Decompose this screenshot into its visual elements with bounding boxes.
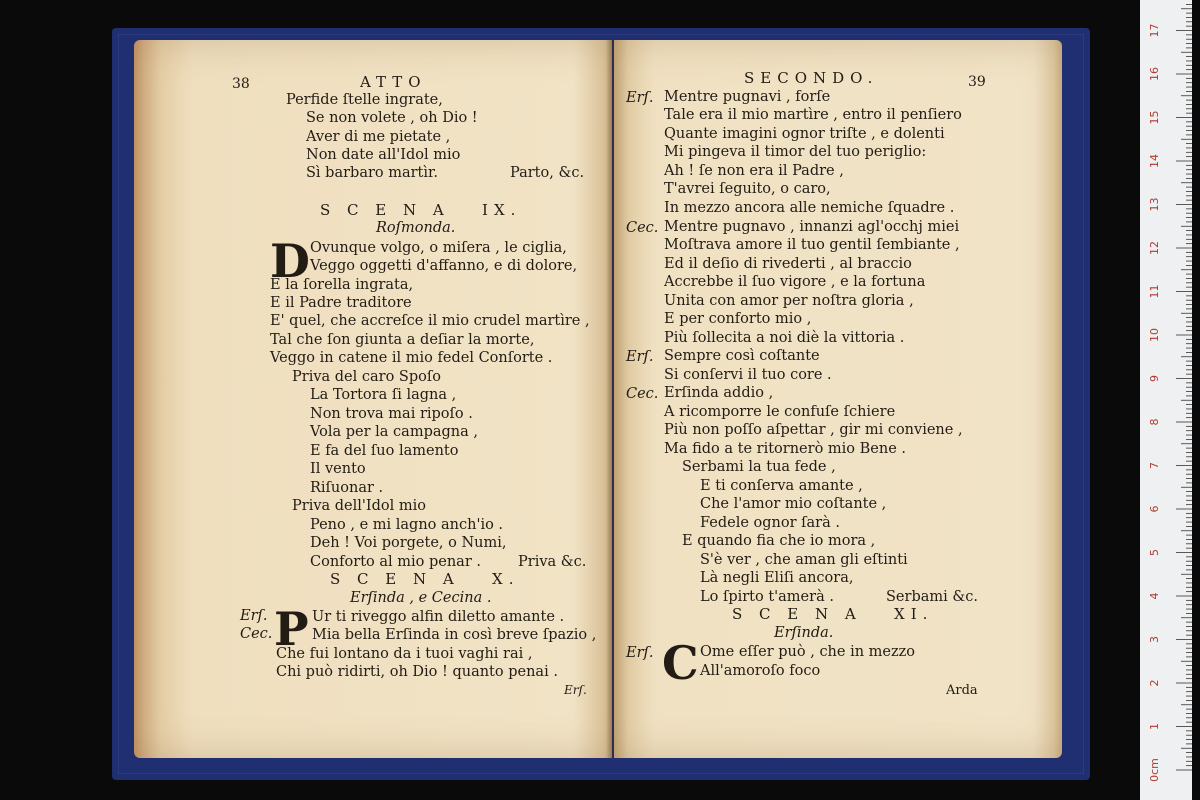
verse-line: Aver di me pietate , bbox=[306, 129, 451, 145]
ruler-label: 4 bbox=[1148, 592, 1161, 600]
verse-line: Perfide ſtelle ingrate, bbox=[286, 92, 443, 108]
verse-line: Ur ti riveggo alfin diletto amante . bbox=[312, 609, 565, 625]
verse-line: E per conforto mio , bbox=[664, 311, 812, 327]
verse-line: Deh ! Voi porgete, o Numi, bbox=[310, 535, 507, 551]
left-page bbox=[134, 40, 612, 758]
speaker-label: Cec. bbox=[626, 386, 659, 402]
ruler-label: 9 bbox=[1148, 375, 1161, 382]
verse-line: Ovunque volgo, o miſera , le ciglia, bbox=[310, 240, 567, 256]
running-head: ATTO bbox=[360, 73, 427, 91]
verse-line: E la ſorella ingrata, bbox=[270, 277, 414, 293]
verse-line: Riſuonar . bbox=[310, 480, 384, 496]
verse-line: Erſinda addio , bbox=[664, 385, 774, 401]
speaker-label: Erſ. bbox=[626, 645, 654, 661]
scene-heading: S C E N A X. bbox=[330, 570, 520, 588]
ruler-label: 15 bbox=[1148, 110, 1161, 125]
ruler-scale bbox=[1140, 0, 1192, 800]
verse-line: E quando fia che io mora , bbox=[682, 533, 876, 549]
page-number: 38 bbox=[232, 76, 250, 92]
speaker-label: Erſ. bbox=[240, 608, 268, 624]
catchword: Erſ. bbox=[564, 683, 587, 697]
verse-line: Non date all'Idol mio bbox=[306, 147, 461, 163]
ruler-label: 6 bbox=[1148, 505, 1161, 513]
verse-line: Là negli Eliſi ancora, bbox=[700, 570, 854, 586]
verse-line: Unita con amor per noſtra gloria , bbox=[664, 293, 914, 309]
cue: Serbami &c. bbox=[886, 589, 979, 605]
ruler-label: 5 bbox=[1148, 549, 1161, 556]
scene-heading: S C E N A IX. bbox=[320, 201, 522, 219]
right-page bbox=[614, 40, 1062, 758]
speaker-label: Cec. bbox=[240, 626, 273, 642]
verse-line: Priva del caro Spoſo bbox=[292, 369, 441, 385]
speaker-label: Erſ. bbox=[626, 90, 654, 106]
verse-line: E il Padre traditore bbox=[270, 295, 412, 311]
verse-line: A ricomporre le confuſe ſchiere bbox=[664, 404, 896, 420]
verse-line: Chi può ridirti, oh Dio ! quanto penai . bbox=[276, 664, 558, 680]
verse-line: Mi pingeva il timor del tuo periglio: bbox=[664, 144, 927, 160]
verse-line: Priva dell'Idol mio bbox=[292, 498, 426, 514]
verse-line: Ah ! ſe non era il Padre , bbox=[664, 163, 844, 179]
verse-line: T'avrei ſeguito, o caro, bbox=[664, 181, 831, 197]
verse-line: Mentre pugnavi , forſe bbox=[664, 89, 831, 105]
verse-line: Si conſervi il tuo core . bbox=[664, 367, 832, 383]
ruler-label: 1 bbox=[1148, 723, 1161, 730]
verse-line: Quante imagini ognor triſte , e dolenti bbox=[664, 126, 945, 142]
verse-line: E fa del ſuo lamento bbox=[310, 443, 459, 459]
verse-line: Che fui lontano da i tuoi vaghi rai , bbox=[276, 646, 533, 662]
catchword: Arda bbox=[946, 683, 978, 698]
ruler-label: 7 bbox=[1148, 462, 1161, 469]
verse-line: Veggo in catene il mio fedel Conſorte . bbox=[270, 350, 553, 366]
verse-line: Sempre così coſtante bbox=[664, 348, 820, 364]
speaker-label: Erſ. bbox=[626, 349, 654, 365]
verse-line: Veggo oggetti d'affanno, e di dolore, bbox=[310, 258, 578, 274]
verse-line: S'è ver , che aman gli eſtinti bbox=[700, 552, 908, 568]
verse-line: Ma fido a te ritornerò mio Bene . bbox=[664, 441, 907, 457]
verse-line: E ti conſerva amante , bbox=[700, 478, 863, 494]
verse-line: In mezzo ancora alle nemiche ſquadre . bbox=[664, 200, 955, 216]
ruler-label: 14 bbox=[1148, 154, 1161, 168]
speaker-label: Cec. bbox=[626, 220, 659, 236]
verse-line: Se non volete , oh Dio ! bbox=[306, 110, 478, 126]
verse-line: La Tortora ſi lagna , bbox=[310, 387, 457, 403]
verse-line: Più non poſſo aſpettar , gir mi conviene , bbox=[664, 422, 963, 438]
verse-line: E' quel, che accreſce il mio crudel martìre , bbox=[270, 313, 590, 329]
drop-cap: C bbox=[662, 636, 699, 690]
ruler-label: 2 bbox=[1148, 679, 1161, 687]
verse-line: Tal che ſon giunta a deſiar la morte, bbox=[270, 332, 535, 348]
verse-line: Vola per la campagna , bbox=[310, 424, 478, 440]
ruler-label: 11 bbox=[1148, 284, 1161, 299]
verse-line: Moſtrava amore il tuo gentil ſembiante , bbox=[664, 237, 960, 253]
verse-line: Ome eſſer può , che in mezzo bbox=[700, 644, 916, 660]
verse-line: Tale era il mio martìre , entro il penſiero bbox=[664, 107, 962, 123]
verse-line: Lo ſpirto t'amerà . bbox=[700, 589, 834, 605]
ruler-label: 16 bbox=[1148, 67, 1161, 81]
verse-line: Ed il deſio di rivederti , al braccio bbox=[664, 256, 912, 272]
character-name: Roſmonda. bbox=[376, 220, 456, 236]
character-name: Erſinda. bbox=[774, 625, 834, 641]
verse-line: Conforto al mio penar . bbox=[310, 554, 481, 570]
verse-line: Accrebbe il ſuo vigore , e la fortuna bbox=[664, 274, 926, 290]
ruler-label: 8 bbox=[1148, 418, 1161, 426]
page-number: 39 bbox=[968, 74, 986, 90]
verse-line: Mentre pugnavo , innanzi agl'occhj miei bbox=[664, 219, 960, 235]
verse-line: Più ſollecita a noi diè la vittoria . bbox=[664, 330, 905, 346]
verse-line: All'amoroſo foco bbox=[700, 663, 821, 679]
verse-line: Mia bella Erſinda in così breve ſpazio , bbox=[312, 627, 597, 643]
ruler-label: 12 bbox=[1148, 241, 1161, 255]
verse-line: Che l'amor mio coſtante , bbox=[700, 496, 887, 512]
cue: Priva &c. bbox=[518, 554, 587, 570]
ruler-label: 17 bbox=[1148, 23, 1161, 38]
verse-line: Serbami la tua fede , bbox=[682, 459, 836, 475]
scene-heading: S C E N A XI. bbox=[732, 605, 934, 623]
ruler-label: 13 bbox=[1148, 197, 1161, 212]
running-head: SECONDO. bbox=[744, 69, 879, 87]
verse-line: Il vento bbox=[310, 461, 366, 477]
drop-cap: D bbox=[270, 234, 310, 288]
ruler-label: 0cm bbox=[1148, 758, 1161, 782]
ruler-label: 10 bbox=[1148, 328, 1161, 342]
cue: Parto, &c. bbox=[510, 165, 585, 181]
verse-line: Sì barbaro martìr. bbox=[306, 165, 438, 181]
verse-line: Non trova mai ripoſo . bbox=[310, 406, 473, 422]
ruler-label: 3 bbox=[1148, 636, 1161, 643]
drop-cap: P bbox=[274, 602, 309, 656]
verse-line: Peno , e mi lagno anch'io . bbox=[310, 517, 504, 533]
measuring-ruler bbox=[1140, 0, 1192, 800]
verse-line: Fedele ognor ſarà . bbox=[700, 515, 840, 531]
character-names: Erſinda , e Cecina . bbox=[350, 590, 492, 606]
